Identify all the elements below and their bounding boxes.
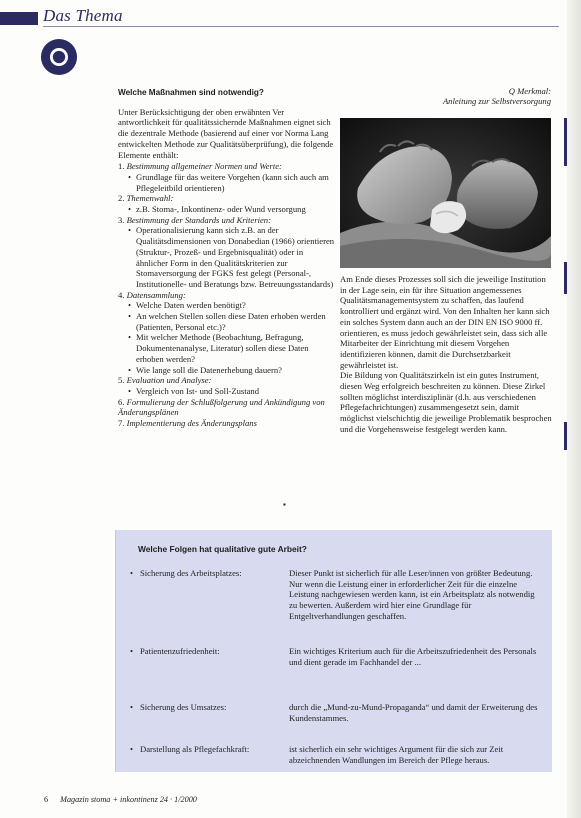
step-number: 4. [118, 289, 125, 300]
header-accent-bar [0, 12, 38, 25]
bullet-item: • Vergleich von Ist- und Soll-Zustand [128, 386, 336, 397]
step-item [118, 290, 336, 376]
bullet-item: • Operationalisierung kann sich z.B. an der Qualitätsdimensionen von Donabedian (1966) orientieren (Struktur-, Prozeß- und Ergebnisqualität) oder in ähnlicher Form in den Qualitätskriterien zur Stomaversorgung der FGKS fest gelegt (Personal-, Institutionelle- und Beratungs bzw. Betreuungsstandards) [128, 225, 336, 289]
magazine-name: Magazin stoma + inkontinenz 24 · 1/2000 [60, 795, 197, 804]
bullet-item: • Mit welcher Methode (Beobachtung, Befragung, Dokumentenanalyse, Literatur) sollen diese Daten erhoben werden? [128, 332, 336, 364]
separator-mark: ▪ [283, 500, 286, 509]
page-number: 6 [44, 795, 49, 804]
step-title [118, 215, 336, 226]
step-number: 1. [118, 161, 125, 172]
info-box-term: • Patientenzufriedenheit: [130, 646, 290, 657]
left-column [118, 88, 336, 429]
bullet-item: • Grundlage für das weitere Vorgehen (kann sich auch am Pflegeleitbild orientieren) [128, 172, 336, 193]
section-heading: Welche Maßnahmen sind notwendig? [118, 88, 264, 97]
photo-caption [331, 86, 551, 107]
steps-list [118, 161, 336, 429]
edge-mark [564, 118, 567, 166]
body-paragraph: Die Bildung von Qualitätszirkeln ist ein gutes Instrument, diesen Weg erfolgreich beschreiten zu können. Diese Zirkel sollten möglichst interdisziplinär (d.h. aus verschiedenen Pflegefachrichtungen) zusammengesetzt sein, damit möglichst vielschichtig die jeweilige Problematik besprochen und die Vorgehensweise festgelegt werden kann. [340, 370, 552, 434]
step-number: 2. [118, 193, 125, 204]
step-item [118, 397, 336, 418]
info-box-text: ist sicherlich ein sehr wichtiges Argument für die sich zur Zeit abzeichnenden Wandlungen im Bereich der Pflege heraus. [289, 744, 504, 765]
info-box-term: • Sicherung des Arbeitsplatzes: [130, 568, 290, 579]
step-label: Bestimmung der Standards und Kriterien: [126, 214, 271, 225]
body-paragraph: Am Ende dieses Prozesses soll sich die jeweilige Institution in der Lage sein, ein für ihre Situation angemessenes Qualitätsmanagementsystem zu schaffen, das laufend kontrolliert und ergänzt wird. Von den Inhalten her kann sich ein solches System dann auch an der DIN EN ISO 9000 ff. orientieren, es muss jedoch gewährleistet sein, dass sich alle Mitarbeiter der Einrichtung mit diesem Vorgehen identifizieren können, damit die Durchsetzbarkeit gewährleistet ist. [340, 274, 550, 370]
hands-photo [340, 118, 551, 268]
step-bullets [118, 204, 336, 215]
header-rule [43, 26, 559, 27]
step-label: Implementierung des Änderungsplans [126, 418, 257, 429]
bullet-item: • An welchen Stellen sollen diese Daten erhoben werden (Patienten, Personal etc.)? [128, 311, 336, 332]
step-item [118, 375, 336, 396]
info-box-term: • Darstellung als Pflegefachkraft: [130, 744, 290, 755]
step-bullets [118, 225, 336, 289]
page-footer [44, 795, 197, 804]
step-label: Evaluation und Analyse: [126, 375, 212, 386]
section-title: Das Thema [43, 6, 123, 25]
step-title [118, 161, 336, 172]
step-item [118, 161, 336, 193]
bullet-item: • Wie lange soll die Datenerhebung dauern? [128, 365, 336, 376]
info-box-text: Ein wichtiges Kriterium auch für die Arbeitszufriedenheit des Personals und dient gerade im Fachhandel der ... [289, 646, 537, 667]
info-box-text: durch die „Mund-zu-Mund-Propaganda“ und damit der Erweiterung des Kundenstammes. [289, 702, 538, 723]
step-title [118, 193, 336, 204]
right-column [340, 274, 552, 435]
step-bullets [118, 386, 336, 397]
step-title [118, 418, 336, 429]
step-label: Datensammlung: [126, 289, 186, 300]
scan-edge [567, 0, 581, 818]
intro-paragraph: Unter Berücksichtigung der oben erwähnten Ver antwortlichkeit für qualitätssichernde Maßnahmen eignet sich die dezentrale Methode (basierend auf einer vor Norma Lang entwickelten Methode zur Qualitätsüberprüfung), die folgende Elemente enthält: [118, 106, 334, 160]
caption-line: Q Merkmal: [508, 86, 551, 96]
step-number: 5. [118, 375, 125, 386]
step-bullets [118, 172, 336, 193]
bullet-item: • Welche Daten werden benötigt? [128, 300, 336, 311]
step-item [118, 418, 336, 429]
step-item [118, 193, 336, 214]
step-title [118, 375, 336, 386]
step-label: Bestimmung allgemeiner Normen und Werte: [126, 161, 282, 172]
step-number: 3. [118, 214, 125, 225]
edge-mark [564, 262, 567, 294]
step-item [118, 215, 336, 290]
info-box-heading: Welche Folgen hat qualitative gute Arbeit? [138, 544, 307, 554]
ring-logo-icon [40, 38, 78, 76]
step-bullets [118, 300, 336, 375]
caption-line: Anleitung zur Selbstversorgung [442, 96, 551, 107]
step-title [118, 290, 336, 301]
step-label: Themenwahl: [126, 193, 174, 204]
info-box [115, 530, 552, 772]
info-box-term: • Sicherung des Umsatzes: [130, 702, 290, 713]
edge-mark [564, 422, 567, 450]
step-title [118, 397, 336, 418]
info-box-text: Dieser Punkt ist sicherlich für alle Leser/innen von größter Bedeutung. Nur wenn die Leistung einer in erforderlicher Zeit für die einzelne Leistung nachgewiesen werden kann, ist ein Arbeitsplatz als notwendig zu bewerten. Außerdem wird hier eine Grundlage für Entgeltverhandlungen geschaffen. [289, 568, 535, 621]
step-label: Formulierung der Schlußfolgerung und Ankündigung von Änderungsplänen [118, 396, 325, 418]
step-number: 7. [118, 418, 125, 429]
step-number: 6. [118, 396, 125, 407]
bullet-item: • z.B. Stoma-, Inkontinenz- oder Wund versorgung [128, 204, 336, 215]
